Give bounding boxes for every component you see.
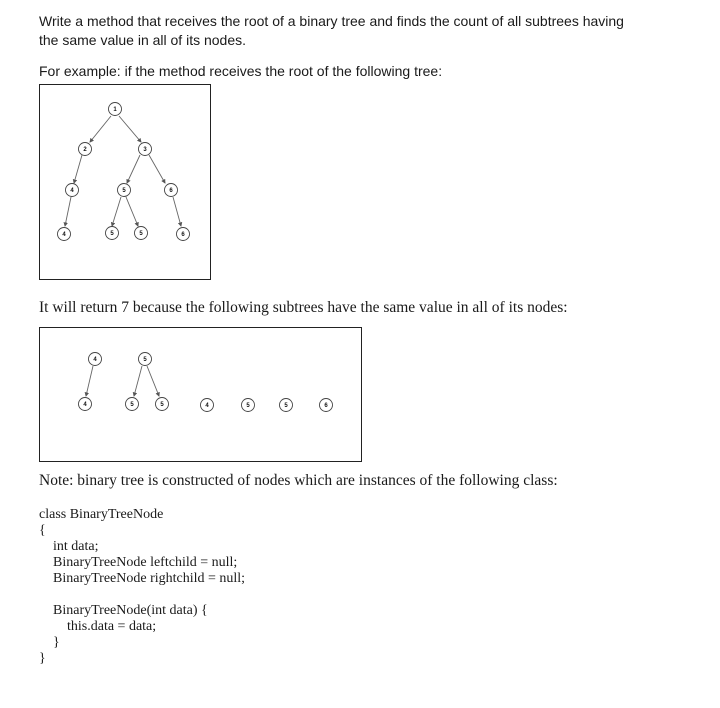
node-label: 4 (62, 232, 66, 238)
node-label: 5 (130, 402, 134, 408)
node-label: 1 (113, 107, 117, 113)
node-label: 5 (246, 403, 250, 409)
node-label: 6 (181, 232, 185, 238)
example-intro: For example: if the method receives the root of the following tree: (39, 63, 443, 79)
edge-5-5a (134, 366, 142, 396)
subtrees-figure (39, 327, 362, 462)
node-label: 6 (169, 188, 173, 194)
result-text: It will return 7 because the following subtrees have the same value in all of its nodes: (39, 299, 568, 316)
node-label: 2 (83, 147, 87, 153)
code-line: BinaryTreeNode leftchild = null; (53, 555, 238, 570)
node-label: 5 (143, 357, 147, 363)
node-label: 5 (160, 402, 164, 408)
edge-1-2 (90, 116, 111, 142)
note-text: Note: binary tree is constructed of nodes which are instances of the following class: (39, 472, 558, 489)
code-line: this.data = data; (67, 619, 157, 634)
edge-2-4 (74, 155, 82, 183)
node-label: 4 (93, 357, 97, 363)
edge-6-6 (173, 197, 181, 226)
node-label: 4 (70, 188, 74, 194)
edge-4-4 (86, 366, 93, 396)
node-label: 5 (110, 231, 114, 237)
edge-1-3 (119, 116, 141, 142)
node-label: 5 (284, 403, 288, 409)
edge-5-5a (112, 197, 121, 226)
edge-5-5b (126, 197, 138, 226)
edge-3-6 (149, 155, 165, 183)
code-line: } (39, 651, 46, 666)
code-line: BinaryTreeNode(int data) { (53, 603, 208, 618)
node-label: 5 (139, 231, 143, 237)
edge-3-5 (127, 155, 140, 183)
question-line-2: the same value in all of its nodes. (39, 32, 247, 48)
code-line: int data; (53, 539, 99, 554)
input-tree-figure (39, 84, 211, 280)
node-label: 3 (143, 147, 147, 153)
subtrees-diagram (40, 328, 361, 461)
node-label: 6 (324, 403, 328, 409)
input-tree-diagram (40, 85, 210, 279)
node-label: 5 (122, 188, 126, 194)
code-line: { (39, 523, 46, 538)
code-line: } (53, 635, 60, 650)
node-label: 4 (83, 402, 87, 408)
edge-4-4 (65, 197, 71, 226)
node-label: 4 (205, 403, 209, 409)
code-line: BinaryTreeNode rightchild = null; (53, 571, 246, 586)
question-line-1: Write a method that receives the root of a binary tree and finds the count of all subtrees having (39, 13, 624, 29)
edge-5-5b (147, 366, 159, 396)
code-line: class BinaryTreeNode (39, 507, 164, 522)
